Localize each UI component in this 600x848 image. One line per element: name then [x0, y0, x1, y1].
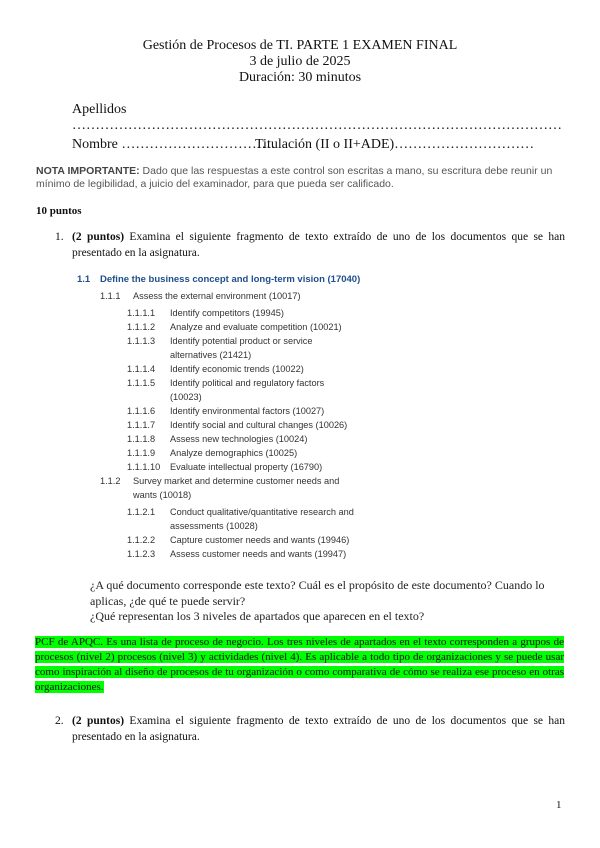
page-number: 1: [556, 799, 562, 811]
pcf-title: Identify competitors (19945): [170, 308, 284, 318]
pcf-title: Identify potential product or service alternatives (21421): [170, 336, 313, 360]
highlighted-answer: [35, 635, 564, 695]
pcf-item: [77, 334, 367, 362]
pcf-item: [77, 362, 367, 376]
pcf-title: Identify social and cultural changes (10026): [170, 420, 348, 430]
pcf-item: [77, 505, 367, 533]
pcf-item: [77, 460, 367, 474]
nombre-field: Nombre ……………………………: [72, 137, 276, 152]
pcf-title: Assess new technologies (10024): [170, 434, 308, 444]
pcf-number: 1.1: [77, 274, 91, 285]
pcf-item: [77, 547, 367, 561]
pcf-category: [77, 273, 367, 289]
pcf-number: 1.1.1.9: [127, 448, 156, 458]
important-note: [36, 165, 566, 191]
exam-date: 3 de julio de 2025: [249, 54, 351, 69]
exam-duration: Duración: 30 minutos: [238, 70, 362, 85]
pcf-item: [77, 474, 367, 502]
pcf-number: 1.1.2.3: [127, 549, 156, 559]
pcf-title: Identify environmental factors (10027): [170, 406, 325, 416]
question-points: (2 puntos): [72, 715, 125, 727]
pcf-title: Conduct qualitative/quantitative research and assessments (10028): [170, 507, 354, 531]
pcf-number: 1.1.1.6: [127, 406, 156, 416]
pcf-title: Identify political and regulatory factors (10023): [170, 378, 325, 402]
question-1: [55, 229, 565, 261]
question-text: Examina el siguiente fragmento de texto extraído de uno de los documentos que se han presentado en la asignatura.: [72, 231, 566, 259]
exam-title: Gestión de Procesos de TI. PARTE 1 EXAMEN FINAL: [142, 38, 458, 53]
pcf-item: [77, 320, 367, 334]
prompt-1: ¿A qué documento corresponde este texto? Cuál es el propósito de este documento? Cuando lo aplicas, ¿de qué te puede servir?: [90, 578, 545, 608]
pcf-item: [77, 418, 367, 432]
note-label: NOTA IMPORTANTE:: [36, 165, 140, 177]
note-text: Dado que las respuestas a este control son escritas a mano, su escritura debe reunir un mínimo de legibilidad, a juicio del examinador, para que pueda ser calificado.: [36, 165, 553, 190]
pcf-item: [77, 533, 367, 547]
pcf-number: 1.1.1.3: [127, 336, 156, 346]
question-number: 2.: [55, 715, 64, 727]
pcf-title: Evaluate intellectual property (16790): [170, 462, 323, 472]
pcf-title: Identify economic trends (10022): [170, 364, 304, 374]
answer-text: PCF de APQC. Es una lista de proceso de negocio. Los tres niveles de apartados en el texto corresponden a grupos de procesos (nivel 2) procesos (nivel 3) y actividades (nivel 4). Es aplicable a todo tipo de organizaciones y se puede usar como inspiración al diseño de procesos de tu organización o como comparativa de cómo se realiza ese proceso en otras organizaciones.: [35, 636, 564, 693]
total-points: 10 puntos: [36, 205, 82, 217]
pcf-number: 1.1.1.7: [127, 420, 156, 430]
pcf-title: Assess the external environment (10017): [133, 291, 301, 301]
pcf-number: 1.1.2: [100, 476, 121, 486]
titulacion-field: Titulación (II o II+ADE)…………………………: [255, 137, 535, 152]
pcf-title: Assess customer needs and wants (19947): [170, 549, 347, 559]
pcf-number: 1.1.2.2: [127, 535, 156, 545]
pcf-number: 1.1.1.1: [127, 308, 156, 318]
pcf-item: [77, 404, 367, 418]
question-2: [55, 713, 565, 745]
question-points: (2 puntos): [72, 231, 125, 243]
exam-header: [0, 38, 600, 86]
pcf-number: 1.1.1.4: [127, 364, 156, 374]
pcf-title: Analyze and evaluate competition (10021): [170, 322, 342, 332]
pcf-item: [77, 446, 367, 460]
pcf-item: [77, 306, 367, 320]
pcf-number: 1.1.1.5: [127, 378, 156, 388]
pcf-number: 1.1.1.10: [127, 462, 161, 472]
question-number: 1.: [55, 231, 64, 243]
question-1-prompts: [90, 578, 565, 625]
pcf-number: 1.1.2.1: [127, 507, 156, 517]
pcf-title: Capture customer needs and wants (19946): [170, 535, 350, 545]
prompt-2: ¿Qué representan los 3 niveles de apartados que aparecen en el texto?: [90, 609, 425, 623]
pcf-item: [77, 376, 367, 404]
pcf-number: 1.1.1.8: [127, 434, 156, 444]
pcf-number: 1.1.1: [100, 291, 121, 301]
pcf-item: [77, 289, 367, 303]
apellidos-field: Apellidos ……………………………………………………………………………………………: [72, 102, 562, 133]
pcf-excerpt: [77, 273, 367, 561]
pcf-number: 1.1.1.2: [127, 322, 156, 332]
pcf-title: Define the business concept and long-term vision (17040): [100, 274, 361, 285]
pcf-title: Survey market and determine customer needs and wants (10018): [133, 476, 340, 500]
pcf-title: Analyze demographics (10025): [170, 448, 298, 458]
question-text: Examina el siguiente fragmento de texto extraído de uno de los documentos que se han presentado en la asignatura.: [72, 715, 566, 743]
pcf-item: [77, 432, 367, 446]
